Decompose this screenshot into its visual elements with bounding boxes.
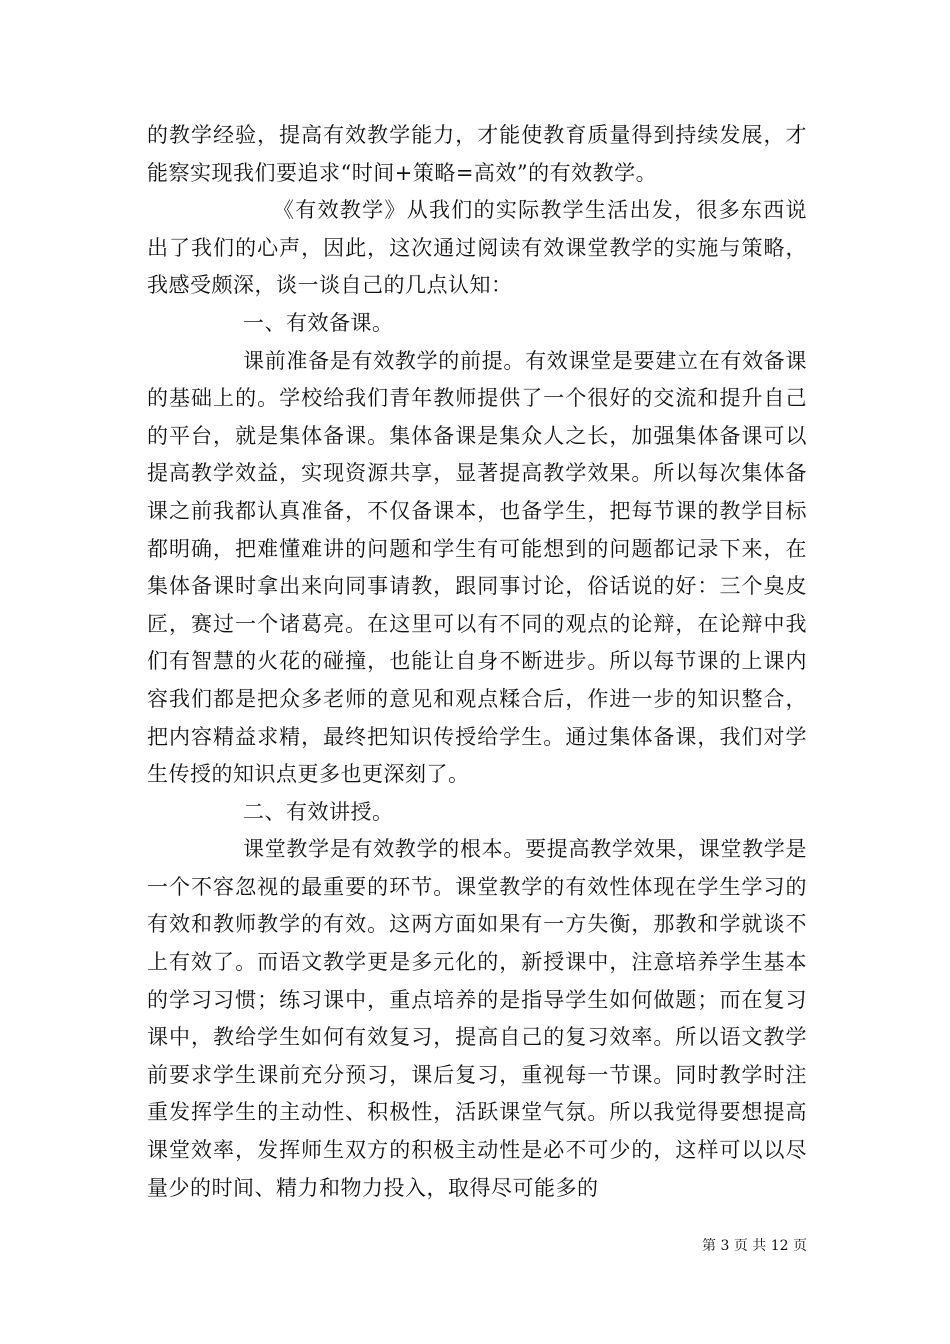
paragraph-intro: 《有效教学》从我们的实际教学生活出发，很多东西说出了我们的心声，因此，这次通过阅读有效课堂教学的实施与策略，我感受颇深，谈一谈自己的几点认知： bbox=[147, 198, 807, 298]
page-number-footer: 第 3 页 共 12 页 bbox=[702, 1238, 807, 1254]
paragraph-section-2: 课堂教学是有效教学的根本。要提高教学效果，课堂教学是一个不容忽视的最重要的环节。课堂教学的有效性体现在学生学习的有效和教师教学的有效。这两方面如果有一方失衡，那教和学就谈不上有效了。而语文教学更是多元化的，新授课中，注意培养学生基本的学习习惯；练习课中，重点培养的是指导学生如何做题；而在复习课中，教给学生如何有效复习，提高自己的复习效率。所以语文教学前要求学生课前充分预习，课后复习，重视每一节课。同时教学时注重发挥学生的主动性、积极性，活跃课堂气氛。所以我觉得要想提高课堂效率，发挥师生双方的积极主动性是必不可少的，这样可以以尽量少的时间、精力和物力投入，取得尽可能多的 bbox=[147, 837, 807, 1200]
paragraph-section-1: 课前准备是有效教学的前提。有效课堂是要建立在有效备课的基础上的。学校给我们青年教师提供了一个很好的交流和提升自己的平台，就是集体备课。集体备课是集众人之长，加强集体备课可以提高教学效益，实现资源共享，显著提高教学效果。所以每次集体备课之前我都认真准备，不仅备课本，也备学生，把每节课的教学目标都明确，把难懂难讲的问题和学生有可能想到的问题都记录下来，在集体备课时拿出来向同事请教，跟同事讨论，俗话说的好：三个臭皮匠，赛过一个诸葛亮。在这里可以有不同的观点的论辩，在论辩中我们有智慧的火花的碰撞，也能让自身不断进步。所以每节课的上课内容我们都是把众多老师的意见和观点糅合后，作进一步的知识整合，把内容精益求精，最终把知识传授给学生。通过集体备课，我们对学生传授的知识点更多也更深刻了。 bbox=[147, 348, 807, 787]
paragraph-continuation: 的教学经验，提高有效教学能力，才能使教育质量得到持续发展，才能察实现我们要追求“时间+策略=高效”的有效教学。 bbox=[147, 123, 807, 185]
section-heading-2: 二、有效讲授。 bbox=[243, 799, 394, 824]
document-body bbox=[147, 117, 807, 1207]
section-heading-1: 一、有效备课。 bbox=[243, 310, 394, 335]
